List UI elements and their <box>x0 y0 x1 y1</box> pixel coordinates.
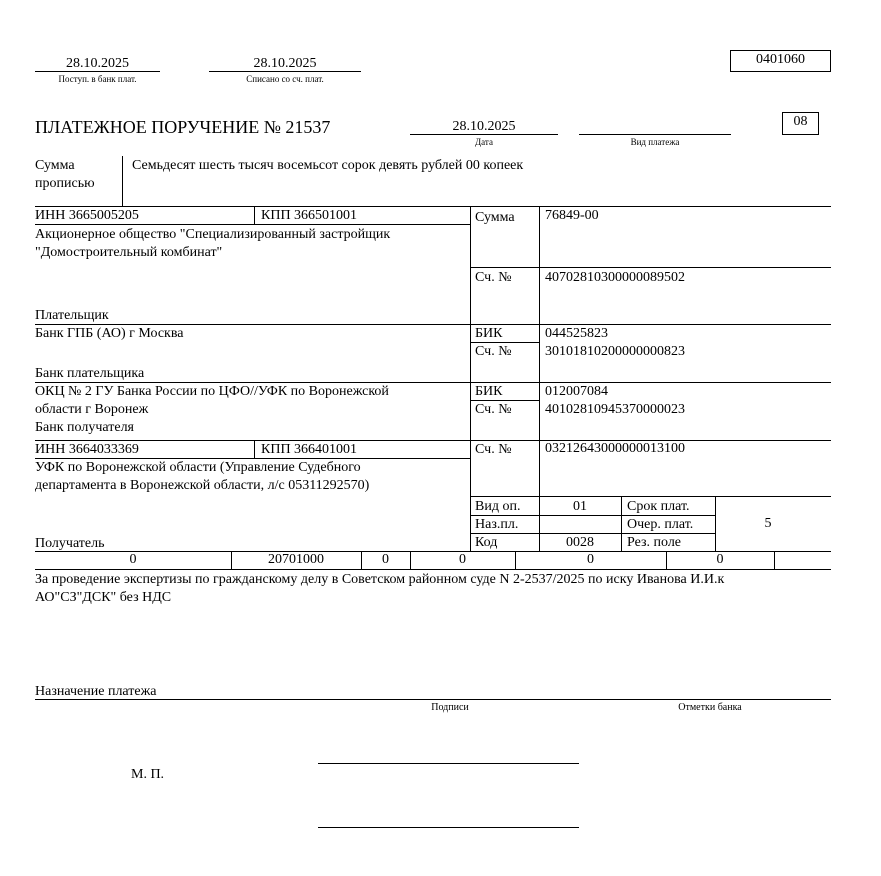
payer-name-2: "Домостроительный комбинат" <box>35 245 223 260</box>
payer-bank-account: 30101810200000000823 <box>545 344 685 359</box>
signature-line-1 <box>318 763 579 764</box>
budget-field-3: 0 <box>382 552 389 567</box>
op-type-label: Вид оп. <box>475 499 521 514</box>
payer-bank-name: Банк ГПБ (АО) г Москва <box>35 326 184 341</box>
payee-bank-label: Банк получателя <box>35 420 134 435</box>
debited-date: 28.10.2025 <box>253 56 317 71</box>
order-date-line <box>410 134 558 135</box>
payer-label: Плательщик <box>35 308 109 323</box>
priority-value: 5 <box>764 516 772 531</box>
payee-kpp: КПП 366401001 <box>261 442 358 457</box>
op-type: 01 <box>573 499 587 514</box>
budget-field-5: 0 <box>587 552 594 567</box>
payer-kpp: КПП 366501001 <box>261 208 358 223</box>
budget-field-1: 0 <box>129 552 137 567</box>
payee-bank-account: 40102810945370000023 <box>545 402 685 417</box>
grid-line-206 <box>35 206 831 207</box>
amount-words-label-1: Сумма <box>35 158 75 173</box>
grid-line-496 <box>470 496 831 497</box>
order-date-label: Дата <box>475 137 493 147</box>
priority-label: Очер. плат. <box>627 517 694 532</box>
budget-field-6: 0 <box>716 552 724 567</box>
budget-field-2: 20701000 <box>268 552 324 567</box>
purpose-line-1: За проведение экспертизы по гражданскому делу в Советском районном суде N 2-2537/2025 по иску Иванова И.И.к <box>35 572 725 587</box>
payee-account: 03212643000000013100 <box>545 441 685 456</box>
amount-label: Сумма <box>475 210 515 225</box>
order-title: ПЛАТЕЖНОЕ ПОРУЧЕНИЕ № 21537 <box>35 117 331 137</box>
payee-bank-name-2: области г Воронеж <box>35 402 149 417</box>
payment-type-line <box>579 134 731 135</box>
purpose-label: Назначение платежа <box>35 684 157 699</box>
grid-vline-470 <box>470 206 471 551</box>
payee-inn: ИНН 3664033369 <box>35 442 139 457</box>
purpose-line-2: АО"СЗ"ДСК" без НДС <box>35 590 172 605</box>
debited-label: Списано со сч. плат. <box>246 74 324 84</box>
budget-field-4: 0 <box>459 552 466 567</box>
received-line <box>35 71 160 72</box>
payee-bank-name-1: ОКЦ № 2 ГУ Банка России по ЦФО//УФК по Воронежской <box>35 384 389 399</box>
code-label: Код <box>475 535 498 550</box>
payer-bank-bik-label: БИК <box>475 326 503 341</box>
amount-value: 76849-00 <box>545 208 599 223</box>
amount-words-value: Семьдесят шесть тысяч восемьсот сорок девять рублей 00 копеек <box>132 158 524 173</box>
payer-name-1: Акционерное общество "Специализированный застройщик <box>35 227 391 242</box>
payee-name-1: УФК по Воронежской области (Управление Судебного <box>35 460 361 475</box>
term-label: Срок плат. <box>627 499 690 514</box>
payee-name-2: департамента в Воронежской области, л/с 05311292570) <box>35 478 370 493</box>
payer-inn: ИНН 3665005205 <box>35 208 139 223</box>
payer-account: 40702810300000089502 <box>545 270 685 285</box>
grid-vline-621 <box>621 496 622 551</box>
grid-line-440 <box>35 440 831 441</box>
status-code: 08 <box>793 114 808 129</box>
payee-label: Получатель <box>35 536 105 551</box>
signature-line-2 <box>318 827 579 828</box>
received-date: 28.10.2025 <box>66 56 129 71</box>
bank-marks-label: Отметки банка <box>678 702 742 713</box>
form-code-box <box>730 50 831 72</box>
grid-line-267 <box>470 267 831 268</box>
order-date: 28.10.2025 <box>452 119 516 134</box>
payee-inn-kpp-divider <box>254 440 255 458</box>
budget-divider-6 <box>774 551 775 569</box>
amount-words-label-2: прописью <box>35 176 95 191</box>
signatures-label: Подписи <box>431 702 469 713</box>
amount-words-divider <box>122 156 123 206</box>
payer-inn-kpp-divider <box>254 206 255 224</box>
payee-bank-bik-label: БИК <box>475 384 503 399</box>
purpose-code-label: Наз.пл. <box>475 517 519 532</box>
payer-bank-bik: 044525823 <box>545 326 608 341</box>
payer-bank-label: Банк плательщика <box>35 366 145 381</box>
reserve-label: Рез. поле <box>627 535 682 550</box>
received-label: Поступ. в банк плат. <box>58 74 137 84</box>
stamp-label: М. П. <box>131 767 165 782</box>
code-value: 0028 <box>566 535 594 550</box>
payee-account-label: Сч. № <box>475 442 512 457</box>
grid-line-569 <box>35 569 831 570</box>
payer-account-label: Сч. № <box>475 270 512 285</box>
payer-bank-account-label: Сч. № <box>475 344 512 359</box>
form-code: 0401060 <box>756 52 805 67</box>
debited-line <box>209 71 361 72</box>
purpose-line <box>35 699 831 700</box>
payee-bank-account-label: Сч. № <box>475 402 512 417</box>
payment-type-label: Вид платежа <box>630 137 680 147</box>
status-code-box <box>782 112 819 135</box>
payee-bank-bik: 012007084 <box>545 384 608 399</box>
